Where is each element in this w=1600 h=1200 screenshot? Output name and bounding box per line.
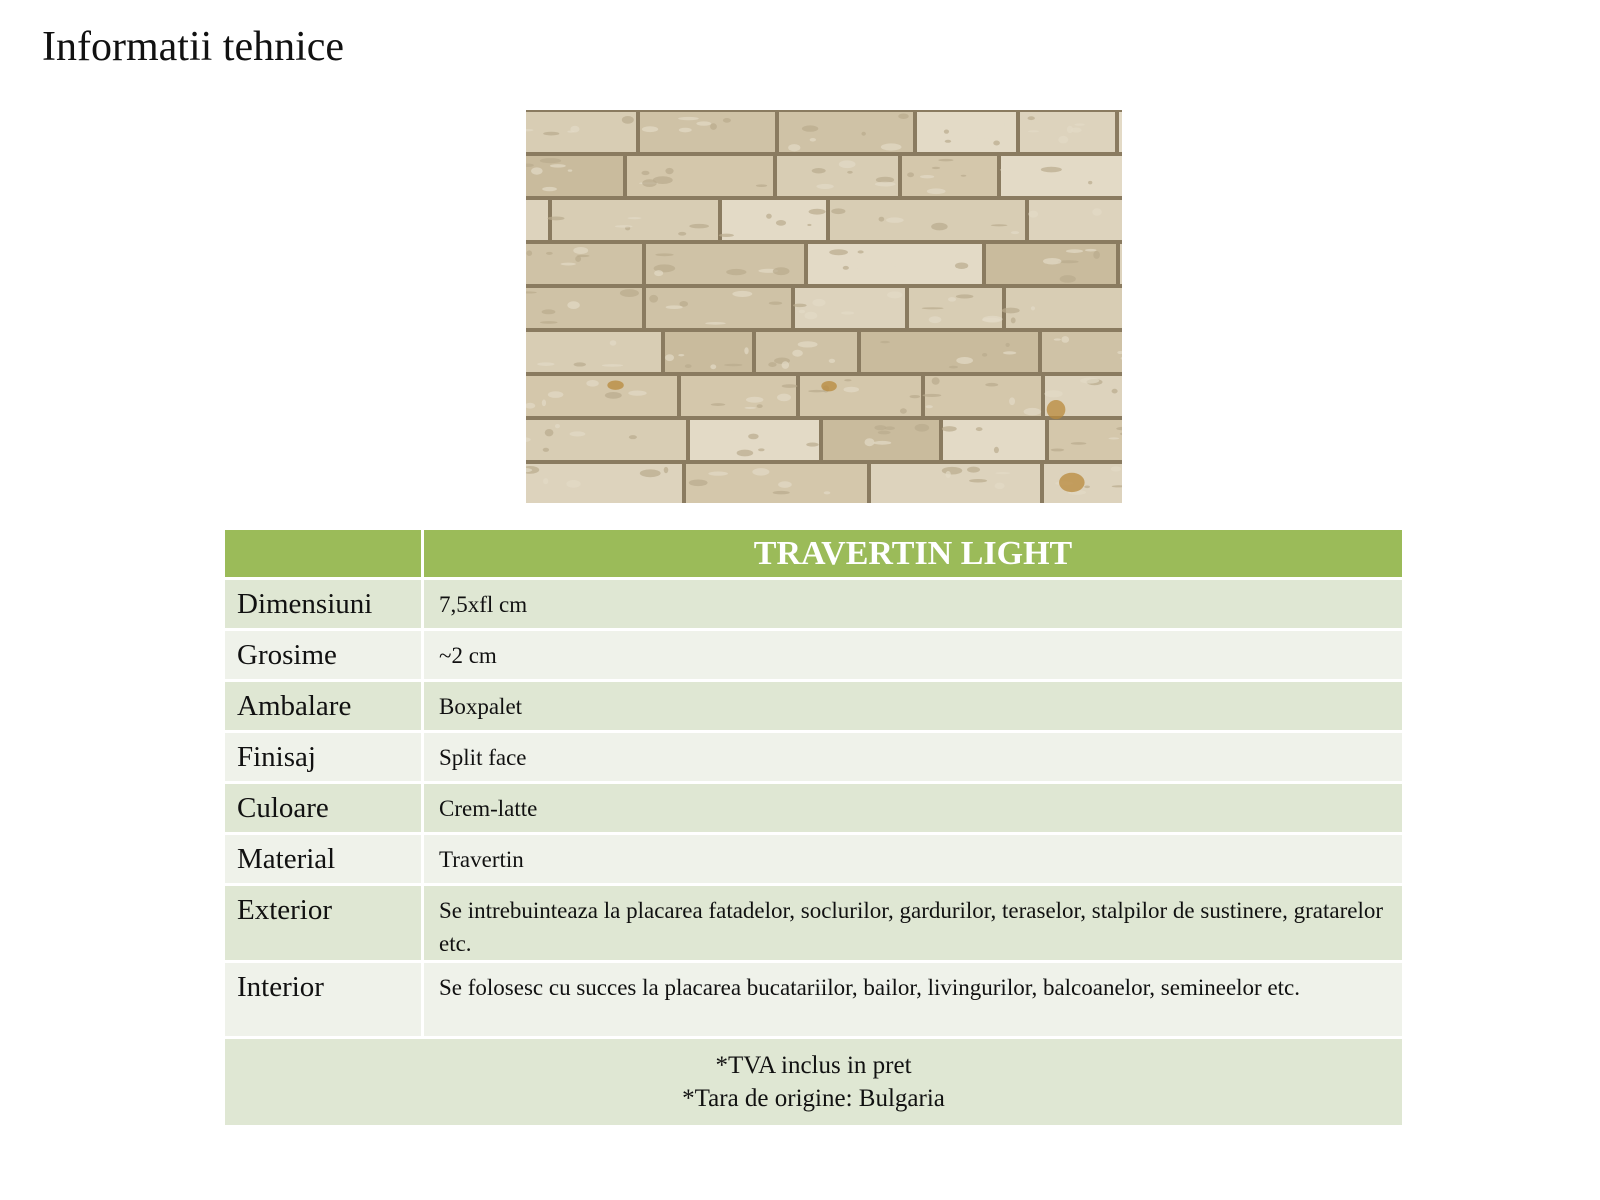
stone-texture-image — [526, 110, 1122, 503]
table-row — [224, 681, 1404, 732]
table-row — [224, 579, 1404, 630]
vat-note: *TVA inclus in pret — [715, 1052, 912, 1079]
row-label-dimensiuni: Dimensiuni — [224, 579, 423, 630]
row-value-material: Travertin — [423, 834, 1404, 885]
row-value-grosime: ~2 cm — [423, 630, 1404, 681]
row-value-culoare: Crem-latte — [423, 783, 1404, 834]
row-label-grosime: Grosime — [224, 630, 423, 681]
table-row — [224, 732, 1404, 783]
row-label-material: Material — [224, 834, 423, 885]
page-title: Informatii tehnice — [42, 24, 345, 70]
table-row — [224, 630, 1404, 681]
footer-notes — [224, 1038, 1404, 1127]
row-value-dimensiuni: 7,5xfl cm — [423, 579, 1404, 630]
table-row — [224, 834, 1404, 885]
row-value-interior: Se folosesc cu succes la placarea bucatariilor, bailor, livingurilor, balcoanelor, semineelor etc. — [423, 962, 1404, 1038]
table-header-row — [224, 529, 1404, 579]
product-name-header: TRAVERTIN LIGHT — [423, 529, 1404, 579]
row-label-exterior: Exterior — [224, 885, 423, 962]
table-row — [224, 885, 1404, 962]
row-value-exterior: Se intrebuinteaza la placarea fatadelor, soclurilor, gardurilor, teraselor, stalpilor de sustinere, gratarelor etc. — [423, 885, 1404, 962]
travertine-stone-wall-photo — [526, 110, 1122, 503]
table-footer-row — [224, 1038, 1404, 1127]
row-label-culoare: Culoare — [224, 783, 423, 834]
row-value-finisaj: Split face — [423, 732, 1404, 783]
row-label-ambalare: Ambalare — [224, 681, 423, 732]
spec-table — [222, 527, 1405, 1128]
table-row — [224, 962, 1404, 1038]
table-row — [224, 783, 1404, 834]
origin-note: *Tara de origine: Bulgaria — [682, 1085, 945, 1112]
header-label-cell — [224, 529, 423, 579]
row-label-finisaj: Finisaj — [224, 732, 423, 783]
row-label-interior: Interior — [224, 962, 423, 1038]
row-value-ambalare: Boxpalet — [423, 681, 1404, 732]
